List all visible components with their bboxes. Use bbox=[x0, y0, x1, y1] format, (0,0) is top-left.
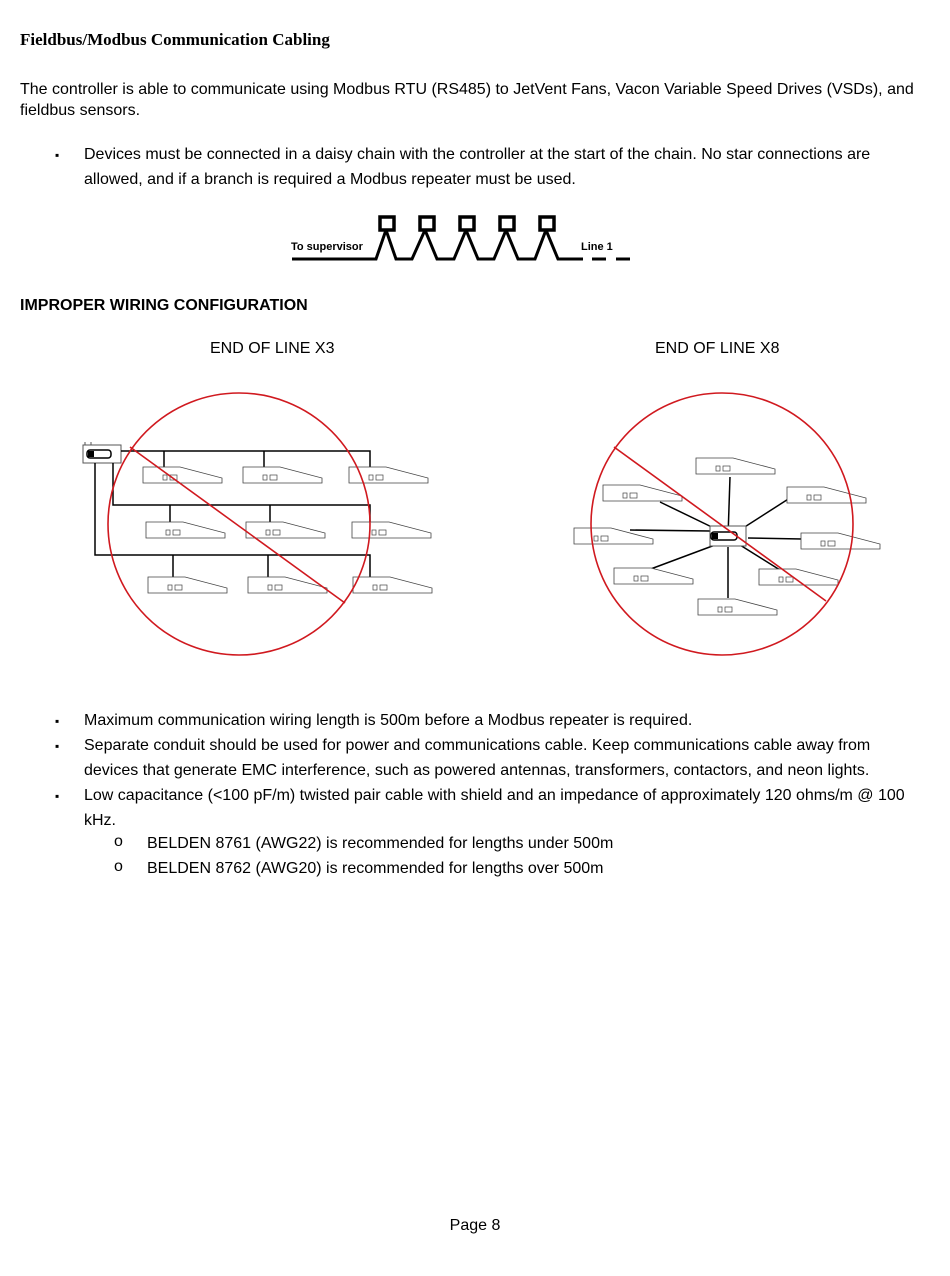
line-1-label: Line 1 bbox=[581, 241, 613, 253]
to-supervisor-label: To supervisor bbox=[291, 241, 363, 253]
sub-bullet-marker: o bbox=[114, 858, 123, 875]
star-prohibition-circle bbox=[591, 393, 853, 655]
sub-bullet-belden-8762: BELDEN 8762 (AWG20) is recommended for lengths over 500m bbox=[147, 860, 604, 877]
bullet-separate-conduit: Separate conduit should be used for power and communications cable. Keep communications cable away from devices that generate EMC interference, such as powered antennas, transformers, contactors, and neon lights. bbox=[84, 737, 871, 779]
intro-paragraph: The controller is able to communicate using Modbus RTU (RS485) to JetVent Fans, Vacon Variable Speed Drives (VSDs), and fieldbus sensors. bbox=[20, 81, 914, 119]
controller-unit bbox=[83, 442, 121, 463]
improper-branch-wiring-figure bbox=[75, 385, 445, 665]
bullet-marker: ▪ bbox=[55, 148, 60, 162]
bullet-cable-spec: Low capacitance (<100 pF/m) twisted pair cable with shield and an impedance of approximately 120 ohms/m @ 100 kHz. bbox=[84, 787, 905, 829]
fan-units bbox=[143, 467, 432, 593]
sub-bullet-belden-8761: BELDEN 8761 (AWG22) is recommended for lengths under 500m bbox=[147, 835, 614, 852]
daisy-chain-diagram bbox=[288, 210, 638, 265]
bullet-marker: ▪ bbox=[55, 789, 60, 803]
bullet-marker: ▪ bbox=[55, 739, 60, 753]
improper-star-wiring-figure bbox=[570, 385, 890, 665]
bus-wiring bbox=[95, 451, 370, 577]
sub-bullet-marker: o bbox=[114, 833, 123, 850]
bullet-daisy-chain: Devices must be connected in a daisy chain with the controller at the start of the chain. No star connections are allowed, and if a branch is required a Modbus repeater must be used. bbox=[84, 146, 871, 188]
bullet-wiring-length: Maximum communication wiring length is 500m before a Modbus repeater is required. bbox=[84, 712, 693, 729]
caption-end-of-line-x3: END OF LINE X3 bbox=[210, 340, 335, 357]
page-number: Page 8 bbox=[449, 1217, 501, 1234]
bullet-marker: ▪ bbox=[55, 714, 60, 728]
device-squares bbox=[380, 217, 554, 230]
caption-end-of-line-x8: END OF LINE X8 bbox=[655, 340, 780, 357]
improper-wiring-heading: IMPROPER WIRING CONFIGURATION bbox=[20, 297, 308, 314]
section-heading: Fieldbus/Modbus Communication Cabling bbox=[20, 30, 330, 49]
